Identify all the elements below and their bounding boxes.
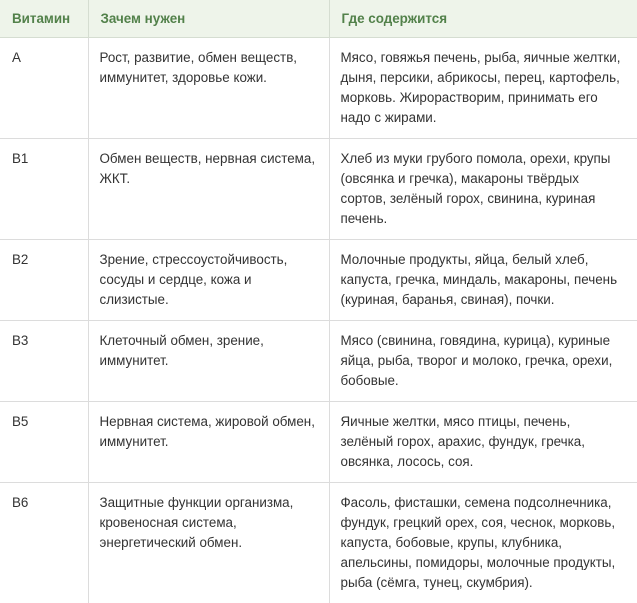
vitamin-cell: B5 (0, 402, 88, 483)
vitamin-cell: B3 (0, 321, 88, 402)
purpose-cell: Зрение, стрессоустойчивость, сосуды и сердце, кожа и слизистые. (88, 240, 329, 321)
sources-cell: Мясо, говяжья печень, рыба, яичные желтки, дыня, персики, абрикосы, перец, картофель, морковь. Жирорастворим, принимать его надо с жирами. (329, 38, 637, 139)
header-vitamin: Витамин (0, 0, 88, 38)
table-row (0, 240, 637, 321)
purpose-cell: Защитные функции организма, кровеносная система, энергетический обмен. (88, 483, 329, 603)
sources-cell: Мясо (свинина, говядина, курица), куриные яйца, рыба, творог и молоко, гречка, орехи, бобовые. (329, 321, 637, 402)
vitamin-cell: B6 (0, 483, 88, 603)
table-row (0, 321, 637, 402)
table-header (0, 0, 637, 38)
purpose-cell: Обмен веществ, нервная система, ЖКТ. (88, 139, 329, 240)
purpose-cell: Рост, развитие, обмен веществ, иммунитет, здоровье кожи. (88, 38, 329, 139)
sources-cell: Яичные желтки, мясо птицы, печень, зелёный горох, арахис, фундук, гречка, овсянка, лосось, соя. (329, 402, 637, 483)
table-body (0, 38, 637, 603)
vitamin-cell: A (0, 38, 88, 139)
sources-cell: Хлеб из муки грубого помола, орехи, крупы (овсянка и гречка), макароны твёрдых сортов, зелёный горох, свинина, куриная печень. (329, 139, 637, 240)
vitamin-cell: B2 (0, 240, 88, 321)
table-row (0, 402, 637, 483)
purpose-cell: Клеточный обмен, зрение, иммунитет. (88, 321, 329, 402)
table-row (0, 139, 637, 240)
header-where-contained: Где содержится (329, 0, 637, 38)
sources-cell: Молочные продукты, яйца, белый хлеб, капуста, гречка, миндаль, макароны, печень (куриная, баранья, свиная), почки. (329, 240, 637, 321)
sources-cell: Фасоль, фисташки, семена подсолнечника, фундук, грецкий орех, соя, чеснок, морковь, капуста, бобовые, крупы, клубника, апельсины, помидоры, молочные продукты, рыба (сёмга, тунец, скумбрия). (329, 483, 637, 603)
vitamin-cell: B1 (0, 139, 88, 240)
table-row (0, 38, 637, 139)
header-row (0, 0, 637, 38)
purpose-cell: Нервная система, жировой обмен, иммунитет. (88, 402, 329, 483)
header-why-needed: Зачем нужен (88, 0, 329, 38)
table-row (0, 483, 637, 603)
